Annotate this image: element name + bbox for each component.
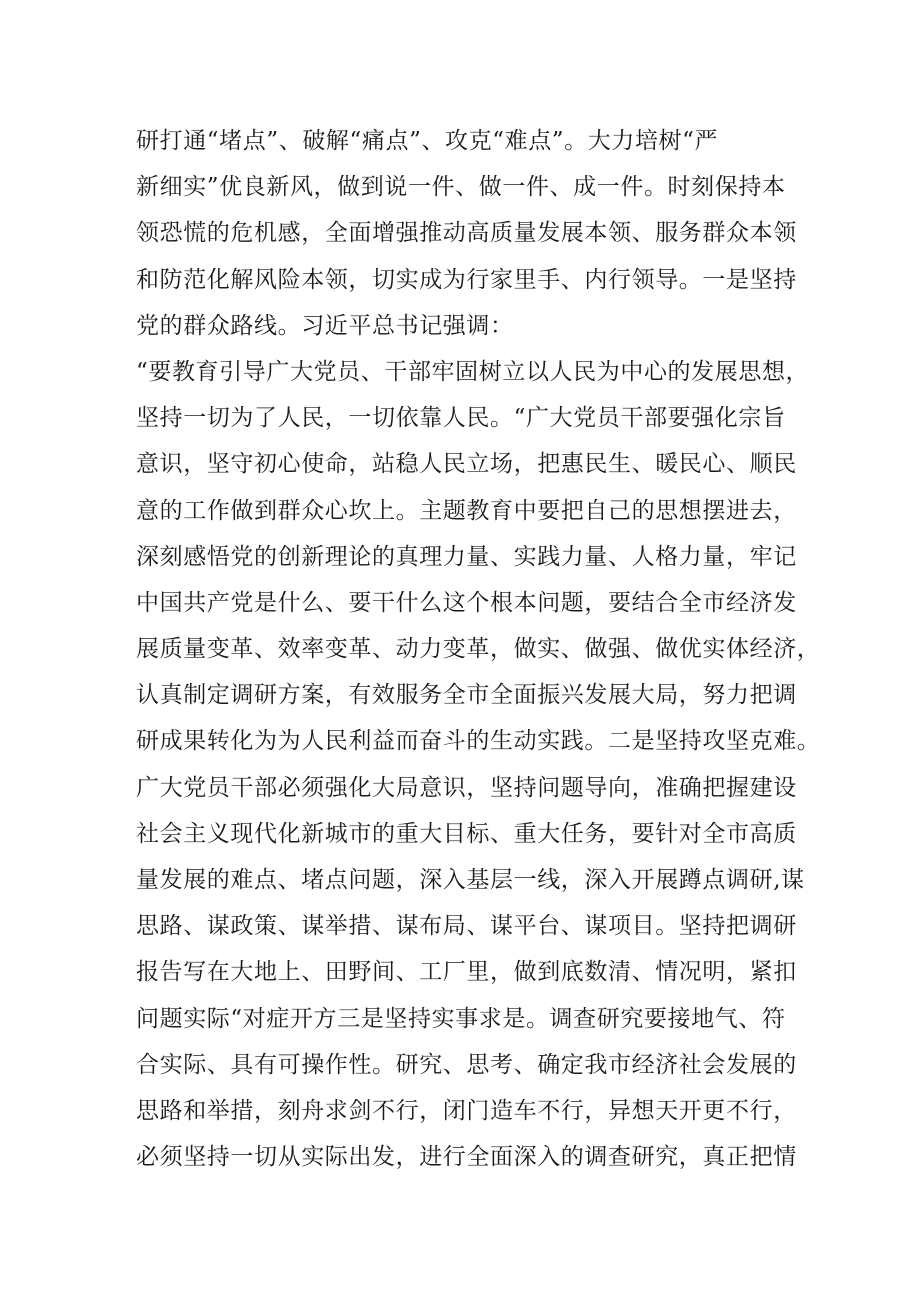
text-line: 意的工作做到群众心坎上。主题教育中要把自己的思想摆进去，	[136, 497, 797, 524]
text-line: 必须坚持一切从实际出发，进行全面深入的调查研究，真正把情	[136, 1144, 797, 1171]
text-line: 展质量变革、效率变革、动力变革，做实、做强、做优实体经济，	[136, 636, 821, 663]
text-line: “要教育引导广大党员、干部牢固树立以人民为中心的发展思想，	[136, 358, 810, 385]
text-line: 认真制定调研方案，有效服务全市全面振兴发展大局，努力把调	[136, 682, 797, 709]
text-line: 思路、谋政策、谋举措、谋布局、谋平台、谋项目。坚持把调研	[136, 913, 797, 940]
text-line: 新细实”优良新风，做到说一件、做一件、成一件。时刻保持本	[136, 174, 786, 201]
text-line: 和防范化解风险本领，切实成为行家里手、内行领导。一是坚持	[136, 266, 797, 293]
text-line: 合实际、具有可操作性。研究、思考、确定我市经济社会发展的	[136, 1051, 797, 1078]
text-line: 深刻感悟党的创新理论的真理力量、实践力量、人格力量，牢记	[136, 543, 797, 570]
text-line: 思路和举措，刻舟求剑不行，闭门造车不行，异想天开更不行，	[136, 1097, 797, 1124]
text-line: 问题实际“对症开方三是坚持实事求是。调查研究要接地气、符	[136, 1005, 786, 1032]
text-line: 意识，坚守初心使命，站稳人民立场，把惠民生、暖民心、顺民	[136, 451, 797, 478]
text-line: 报告写在大地上、田野间、工厂里，做到底数清、情况明，紧扣	[136, 959, 797, 986]
text-line: 量发展的难点、堵点问题，深入基层一线，深入开展蹲点调研,谋	[136, 867, 805, 893]
text-line: 社会主义现代化新城市的重大目标、重大任务，要针对全市高质	[136, 820, 797, 847]
text-line: 坚持一切为了人民，一切依靠人民。“广大党员干部要强化宗旨	[136, 405, 786, 432]
body-text	[136, 118, 821, 1180]
text-line: 研成果转化为为人民利益而奋斗的生动实践。二是坚持攻坚克难。	[136, 728, 821, 755]
text-line: 党的群众路线。习近平总书记强调：	[136, 312, 514, 339]
text-line: 中国共产党是什么、要干什么这个根本问题，要结合全市经济发	[136, 589, 797, 616]
text-line: 领恐慌的危机感，全面增强推动高质量发展本领、服务群众本领	[136, 220, 797, 247]
text-line: 研打通“堵点”、破解“痛点”、攻克“难点”。大力培树“严	[136, 128, 719, 154]
text-line: 广大党员干部必须强化大局意识，坚持问题导向，准确把握建设	[136, 774, 797, 801]
